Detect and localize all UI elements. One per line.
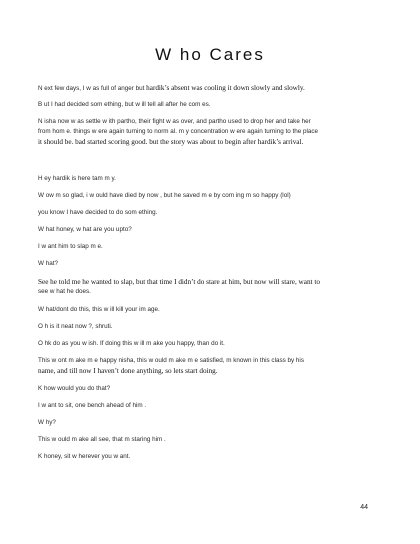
paragraph-line: see w hat he does. bbox=[38, 288, 91, 295]
paragraph-line: B ut I had decided som ething, but w ill tell all after he com es. bbox=[38, 101, 211, 108]
paragraph-line: W hat/dont do this, this w ill kill your im age. bbox=[38, 306, 160, 313]
paragraph-line: name, and till now I haven’t done anything, so lets start doing. bbox=[38, 367, 218, 375]
paragraph-line: O h is it neat now ?, shruti. bbox=[38, 323, 113, 330]
paragraph-line: W hat honey, w hat are you upto? bbox=[38, 226, 132, 233]
paragraph-line: This w ould m ake all see, that m staring him . bbox=[38, 436, 166, 443]
paragraph-line: W hat? bbox=[38, 260, 58, 267]
paragraph-line: W hy? bbox=[38, 419, 56, 426]
paragraph-line: you know I have decided to do som ething. bbox=[38, 209, 158, 216]
page-number: 44 bbox=[360, 504, 368, 511]
chapter-title: W ho Cares bbox=[155, 45, 265, 64]
paragraph-line: H ey hardik is here tam m y. bbox=[38, 175, 116, 182]
text-segment: N ext few days, I w as full of anger but bbox=[38, 85, 147, 92]
paragraph-line: O hk do as you w ish. If doing this w ill m ake you happy, than do it. bbox=[38, 340, 225, 347]
paragraph-line: W ow m so glad, i w ould have died by now , but he saved m e by com ing m so happy (lol) bbox=[38, 192, 291, 199]
paragraph-line: from hom e. things w ere again turning to norm al. m y concentration w ere again turning to the place bbox=[38, 128, 319, 135]
paragraph-line: K honey, sit w herever you w ant. bbox=[38, 453, 131, 460]
paragraph-line: This w ont m ake m e happy nisha, this w ould m ake m e satisfied, m known in this class by his bbox=[38, 357, 304, 364]
paragraph-line: it should be. bad started scoring good. but the story was about to begin after hardik’s arrival. bbox=[38, 138, 304, 146]
paragraph-line: K how would you do that? bbox=[38, 385, 111, 392]
paragraph-line: N isha now w as settle w ith partho, their fight w as over, and partho used to drop her and take her bbox=[38, 118, 311, 125]
paragraph-line: See he told me he wanted to slap, but that time I didn’t do stare at him, but now will stare, want to bbox=[38, 278, 320, 286]
paragraph-line bbox=[38, 84, 388, 93]
text-segment: hardik’s absent was cooling it down slowly and slowly. bbox=[146, 84, 305, 92]
paragraph-line: I w ant to sit, one bench ahead of him . bbox=[38, 402, 147, 409]
paragraph-line: I w ant him to slap m e. bbox=[38, 243, 103, 250]
